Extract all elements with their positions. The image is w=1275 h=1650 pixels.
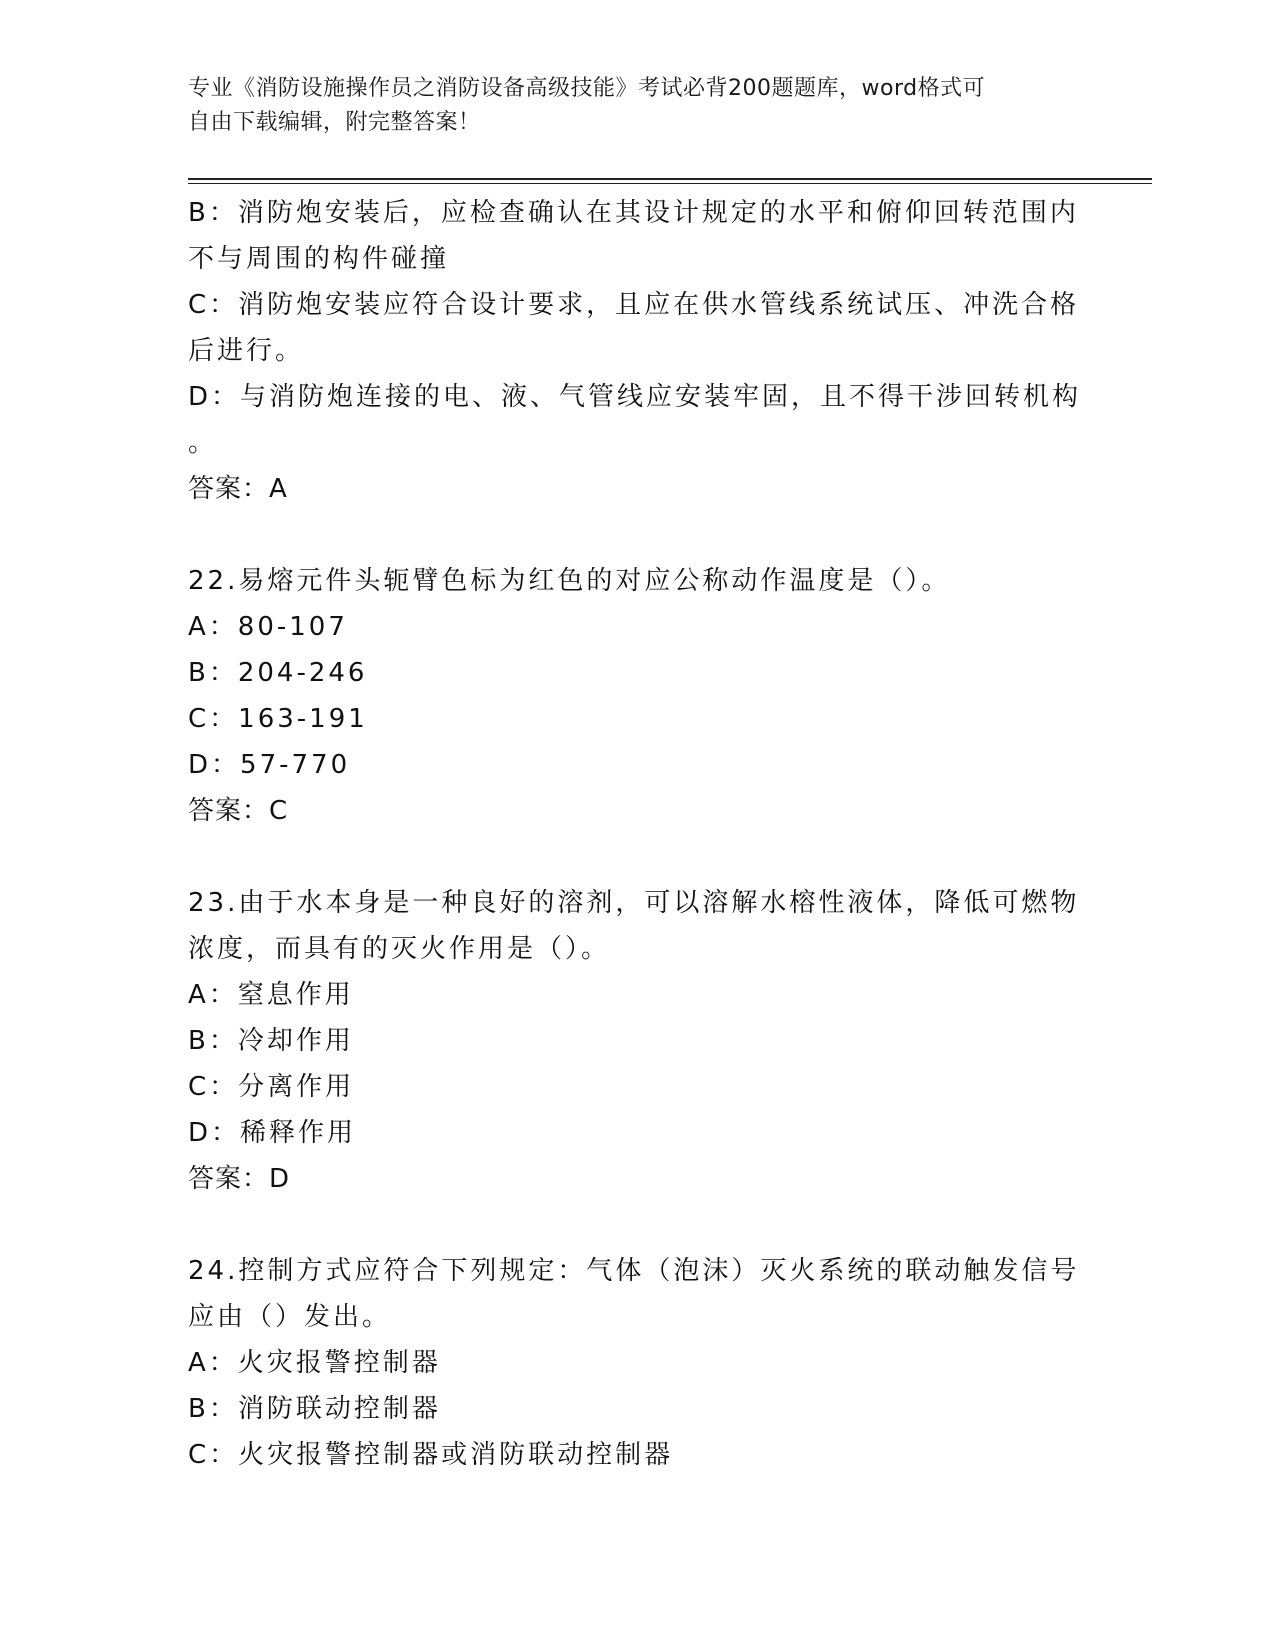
document-header: [188, 72, 1088, 140]
question-stem-line-2: 应由（）发出。: [188, 1302, 392, 1332]
spacer: [188, 834, 1088, 880]
question-content: [188, 190, 1088, 1478]
question-22: [188, 558, 1088, 834]
question-stem: 22.易熔元件头轭臂色标为红色的对应公称动作温度是（）。: [188, 566, 951, 596]
question-21-tail: [188, 190, 1088, 512]
question-stem-line-1: 23.由于水本身是一种良好的溶剂，可以溶解水榕性液体，降低可燃物: [188, 888, 1080, 918]
option-d-line-2: 。: [188, 428, 218, 458]
option-b: B：204-246: [188, 658, 368, 688]
header-line-2: 自由下载编辑，附完整答案！: [188, 110, 481, 135]
answer-23: 答案：D: [188, 1164, 291, 1194]
answer-21: 答案：A: [188, 474, 288, 504]
spacer: [188, 512, 1088, 558]
question-24: [188, 1248, 1088, 1478]
option-d: D：57-770: [188, 750, 351, 780]
header-divider-thin: [188, 183, 1152, 184]
option-a: A：80-107: [188, 612, 348, 642]
option-b-line-1: B：消防炮安装后，应检查确认在其设计规定的水平和俯仰回转范围内: [188, 198, 1079, 228]
answer-22: 答案：C: [188, 796, 289, 826]
option-c: C：分离作用: [188, 1072, 355, 1102]
question-23: [188, 880, 1088, 1202]
option-a: A：火灾报警控制器: [188, 1348, 441, 1378]
question-stem-line-1: 24.控制方式应符合下列规定：气体（泡沫）灭火系统的联动触发信号: [188, 1256, 1080, 1286]
option-a: A：窒息作用: [188, 980, 354, 1010]
option-b-line-2: 不与周围的构件碰撞: [188, 244, 450, 274]
option-d-line-1: D：与消防炮连接的电、液、气管线应安装牢固，且不得干涉回转机构: [188, 382, 1082, 412]
option-c-line-2: 后进行。: [188, 336, 305, 366]
header-divider-thick: [188, 178, 1152, 180]
option-b: B：消防联动控制器: [188, 1394, 441, 1424]
option-c: C：火灾报警控制器或消防联动控制器: [188, 1440, 674, 1470]
header-line-1: 专业《消防设施操作员之消防设备高级技能》考试必背200题题库，word格式可: [188, 76, 986, 101]
option-d: D：稀释作用: [188, 1118, 357, 1148]
spacer: [188, 1202, 1088, 1248]
option-c: C：163-191: [188, 704, 368, 734]
option-b: B：冷却作用: [188, 1026, 354, 1056]
question-stem-line-2: 浓度，而具有的灭火作用是（）。: [188, 934, 611, 964]
option-c-line-1: C：消防炮安装应符合设计要求，且应在供水管线系统试压、冲洗合格: [188, 290, 1080, 320]
